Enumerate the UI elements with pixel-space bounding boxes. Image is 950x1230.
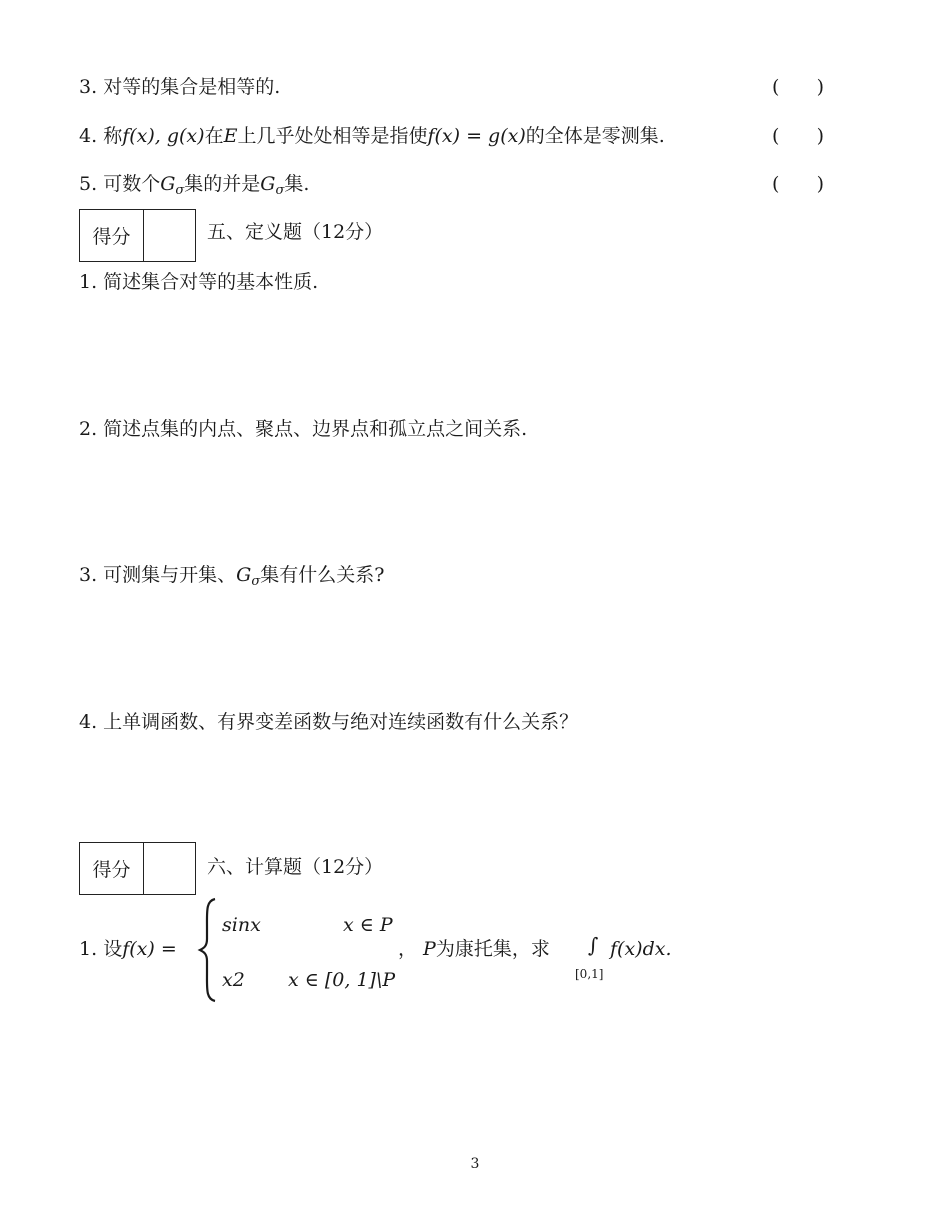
score-box-section6 xyxy=(79,842,196,895)
q-number: 5. xyxy=(79,173,98,195)
integral-sign-icon: ∫ xyxy=(588,933,599,957)
paren-open: ( xyxy=(772,173,780,195)
q-number: 1. xyxy=(79,938,98,960)
q-text: 设 xyxy=(103,938,123,960)
q-text: 为康托集，求 xyxy=(435,938,550,960)
score-field[interactable] xyxy=(144,210,195,261)
answer-paren-4[interactable] xyxy=(772,124,824,148)
math-P: P xyxy=(423,938,436,960)
math-sigma: σ xyxy=(275,183,285,198)
page-number: 3 xyxy=(470,1156,480,1172)
judgment-q4 xyxy=(79,124,665,148)
paren-open: ( xyxy=(772,125,780,147)
q-text: 称 xyxy=(103,125,123,147)
math-equation: f(x) = g(x) xyxy=(427,125,526,147)
paren-close: ) xyxy=(816,76,824,98)
math-sigma: σ xyxy=(251,574,261,589)
section5-q3 xyxy=(79,563,384,594)
judgment-q5 xyxy=(79,172,309,203)
q-text: 集. xyxy=(284,173,310,195)
q-text: ， xyxy=(398,938,418,960)
q1-tail xyxy=(398,937,550,961)
q-text: 3. 可测集与开集、 xyxy=(79,564,237,586)
left-brace-icon xyxy=(197,897,219,1003)
q-number: 3. xyxy=(79,76,98,98)
math-G: G xyxy=(160,173,176,195)
math-sigma: σ xyxy=(175,183,185,198)
math-fx-gx: f(x), g(x) xyxy=(122,125,205,147)
section5-q4: 4. 上单调函数、有界变差函数与绝对连续函数有什么关系？ xyxy=(79,711,579,733)
score-label: 得分 xyxy=(80,210,144,261)
math-G: G xyxy=(260,173,276,195)
case2-cond: x ∈ [0, 1]\P xyxy=(288,969,396,991)
case2-expr: x2 xyxy=(222,969,245,991)
q-text: 集的并是 xyxy=(184,173,261,195)
section5-q2: 2. 简述点集的内点、聚点、边界点和孤立点之间关系. xyxy=(79,418,528,440)
paren-close: ) xyxy=(816,125,824,147)
q1-lead xyxy=(79,937,177,961)
section5-title: 五、定义题（12分） xyxy=(207,221,384,243)
section5-q1: 1. 简述集合对等的基本性质. xyxy=(79,271,319,293)
paren-close: ) xyxy=(816,173,824,195)
integral-domain: [0,1] xyxy=(575,967,604,981)
math-fx: f(x) = xyxy=(122,938,177,960)
q-text: 对等的集合是相等的. xyxy=(103,76,281,98)
score-field[interactable] xyxy=(144,843,195,894)
q-number: 4. xyxy=(79,125,98,147)
case1-cond: x ∈ P xyxy=(343,914,393,936)
judgment-q3 xyxy=(79,75,280,99)
q-text: 上几乎处处相等是指使 xyxy=(237,125,428,147)
score-box-section5 xyxy=(79,209,196,262)
q-text: 可数个 xyxy=(103,173,161,195)
paren-open: ( xyxy=(772,76,780,98)
math-E: E xyxy=(223,125,238,147)
q-text: 在 xyxy=(204,125,224,147)
case1-expr: sinx xyxy=(222,914,261,936)
answer-paren-5[interactable] xyxy=(772,172,824,196)
q-text: 的全体是零测集. xyxy=(525,125,665,147)
answer-paren-3[interactable] xyxy=(772,75,824,99)
integrand: f(x)dx. xyxy=(610,938,672,960)
section6-title: 六、计算题（12分） xyxy=(207,856,384,878)
math-G: G xyxy=(236,564,252,586)
score-label: 得分 xyxy=(80,843,144,894)
q-text: 集有什么关系? xyxy=(260,564,385,586)
